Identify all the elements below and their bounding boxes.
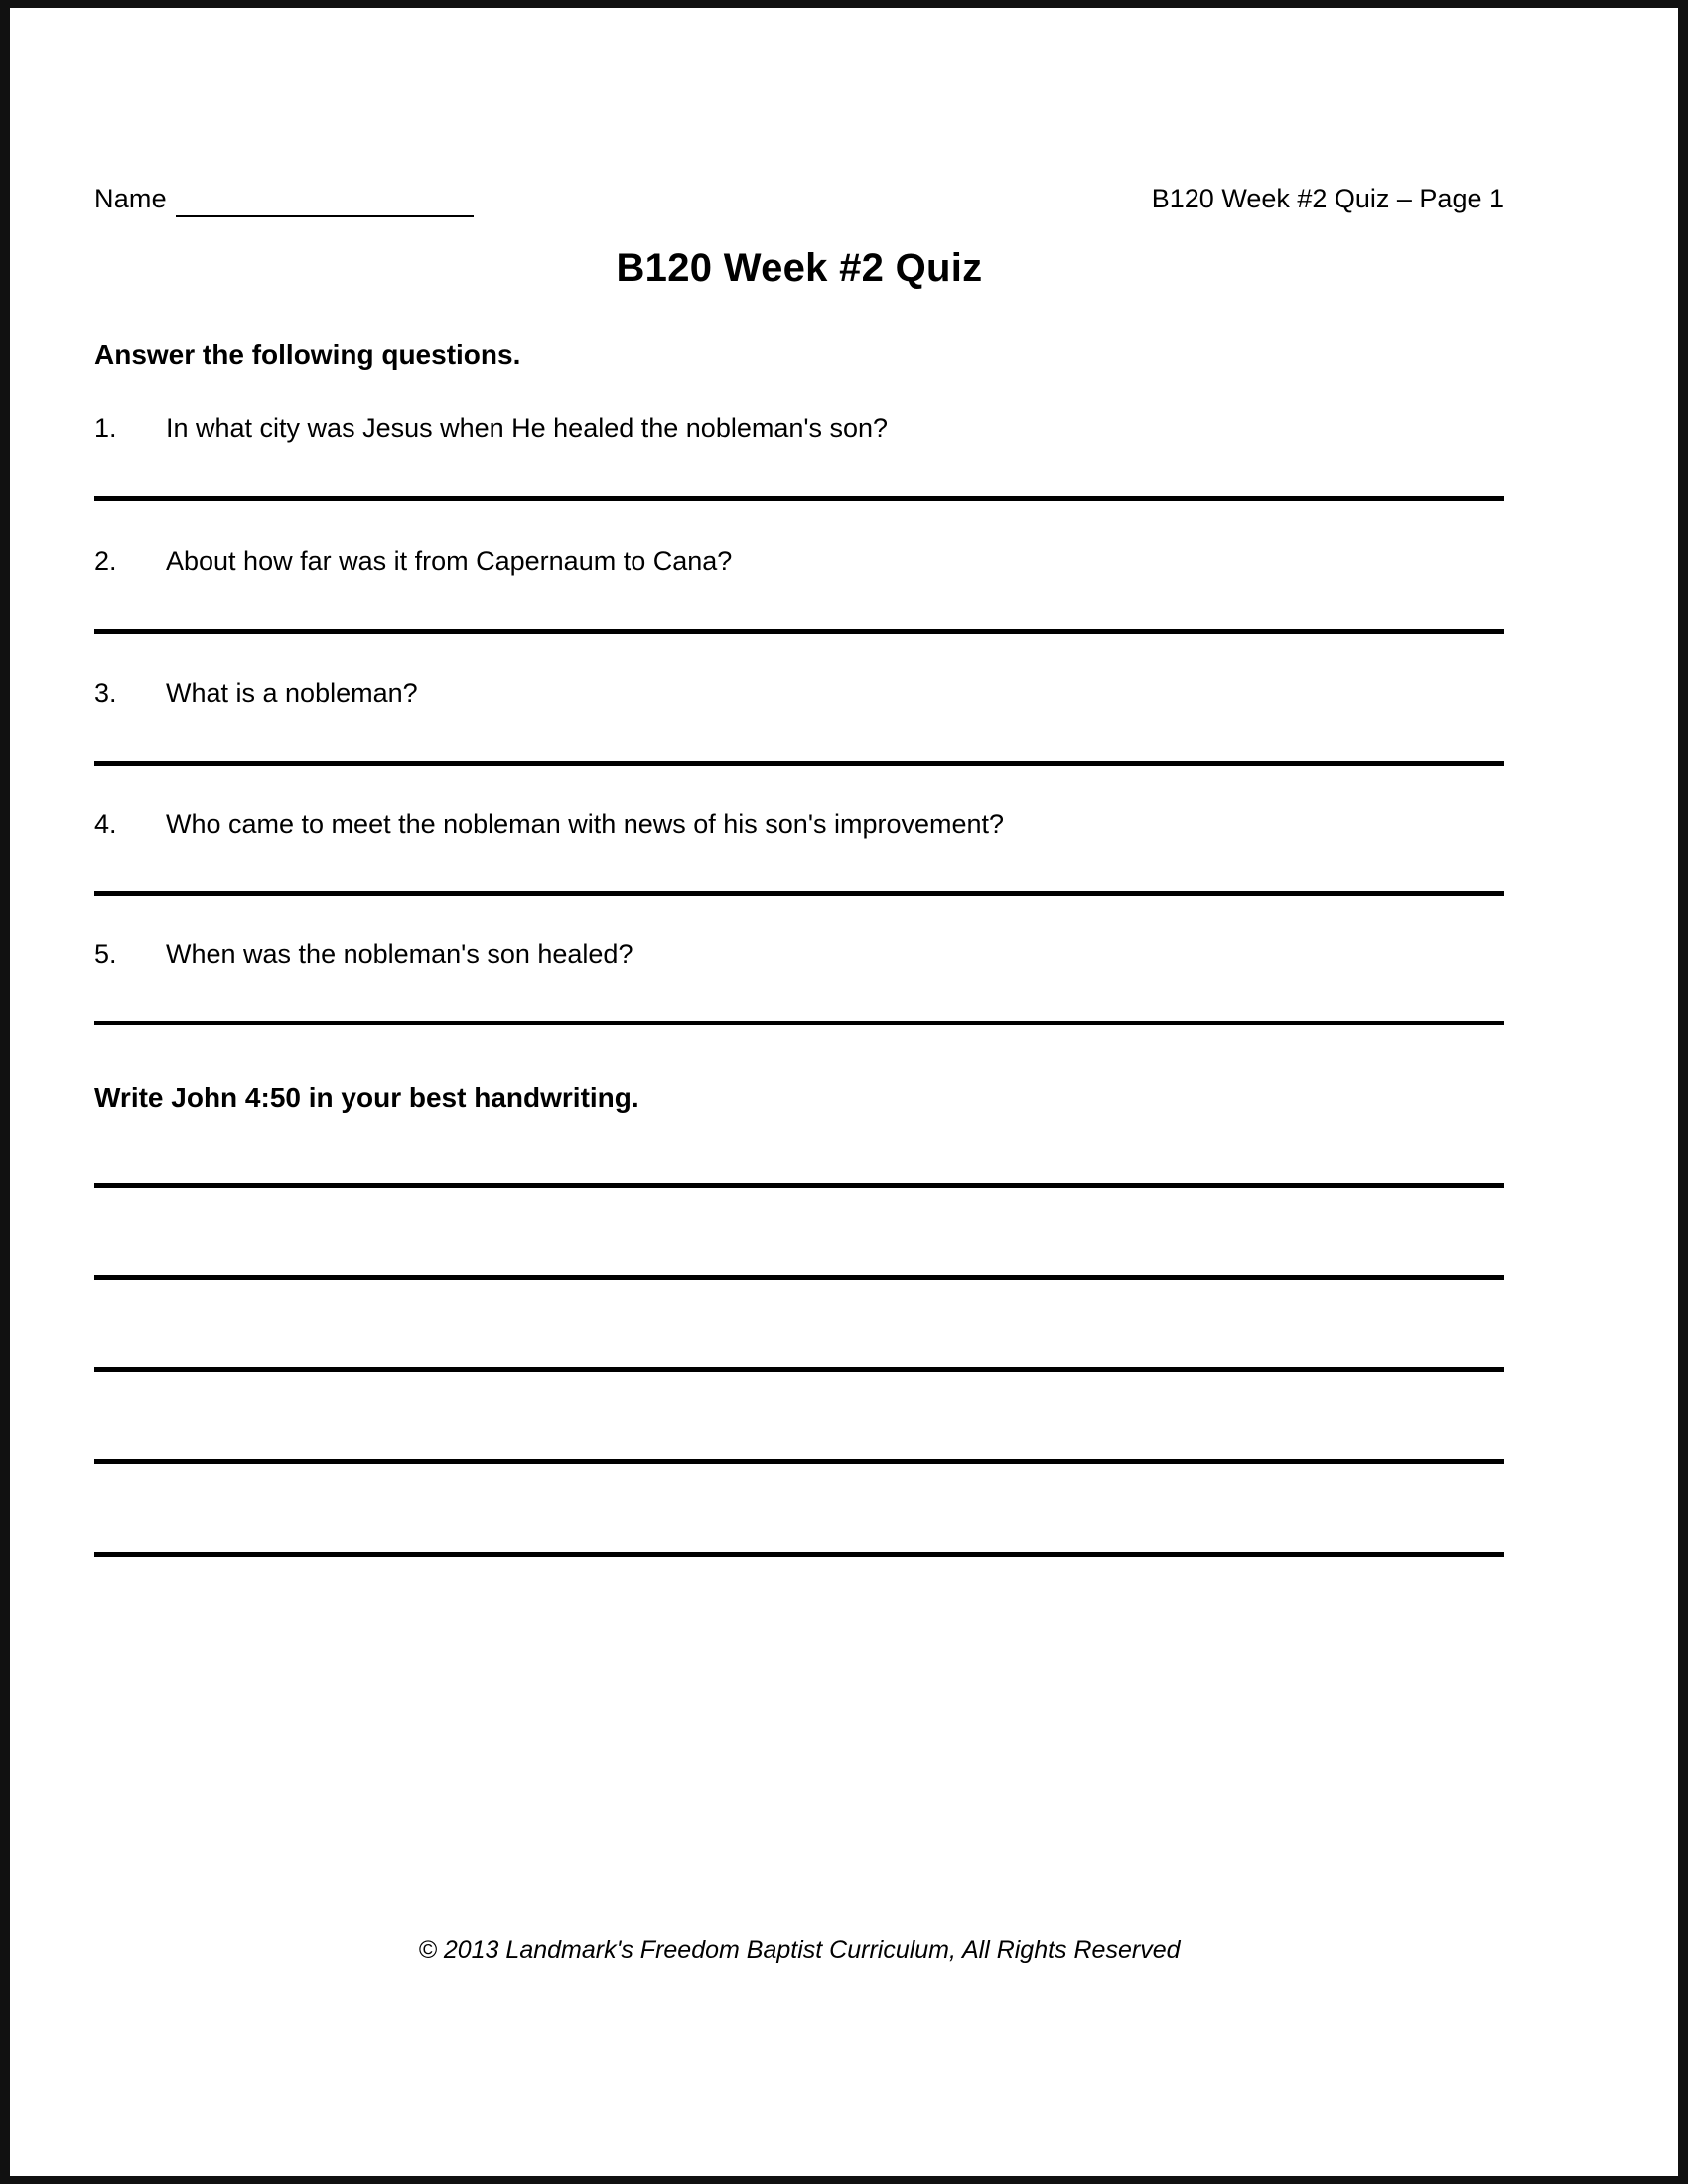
- question-text: Who came to meet the nobleman with news of his son's improvement?: [166, 809, 1005, 839]
- question-number: 4.: [94, 809, 117, 839]
- answer-line-1[interactable]: [94, 496, 1504, 501]
- question-item-4: [94, 809, 1504, 904]
- handwriting-line-3[interactable]: [94, 1367, 1504, 1372]
- question-item-1: [94, 413, 1504, 508]
- section-heading-handwriting: Write John 4:50 in your best handwriting.: [94, 1082, 639, 1113]
- question-text: What is a nobleman?: [166, 678, 418, 708]
- question-item-3: [94, 678, 1504, 773]
- question-number: 5.: [94, 939, 117, 969]
- question-item-2: [94, 546, 1504, 641]
- page-border-right: [1678, 0, 1688, 2184]
- page-footer-copyright: © 2013 Landmark's Freedom Baptist Curriculum, All Rights Reserved: [418, 1936, 1181, 1964]
- handwriting-line-5[interactable]: [94, 1552, 1504, 1557]
- question-text: When was the nobleman's son healed?: [166, 939, 633, 969]
- question-number: 1.: [94, 413, 117, 443]
- handwriting-line-1[interactable]: [94, 1183, 1504, 1188]
- question-number: 3.: [94, 678, 117, 708]
- page-border-left: [0, 0, 10, 2184]
- header-page-info: B120 Week #2 Quiz – Page 1: [1151, 184, 1504, 213]
- section-heading-questions: Answer the following questions.: [94, 340, 521, 370]
- name-blank-line[interactable]: [176, 215, 474, 217]
- question-text: In what city was Jesus when He healed the nobleman's son?: [166, 413, 889, 443]
- page-title: B120 Week #2 Quiz: [616, 246, 983, 290]
- answer-line-2[interactable]: [94, 629, 1504, 634]
- answer-line-4[interactable]: [94, 891, 1504, 896]
- question-number: 2.: [94, 546, 117, 576]
- answer-line-3[interactable]: [94, 761, 1504, 766]
- page-header: [94, 184, 1504, 223]
- page-content: [94, 0, 1504, 2184]
- question-text: About how far was it from Capernaum to Cana?: [166, 546, 733, 576]
- name-label: Name: [94, 184, 167, 213]
- answer-line-5[interactable]: [94, 1021, 1504, 1025]
- handwriting-line-2[interactable]: [94, 1275, 1504, 1280]
- handwriting-line-4[interactable]: [94, 1459, 1504, 1464]
